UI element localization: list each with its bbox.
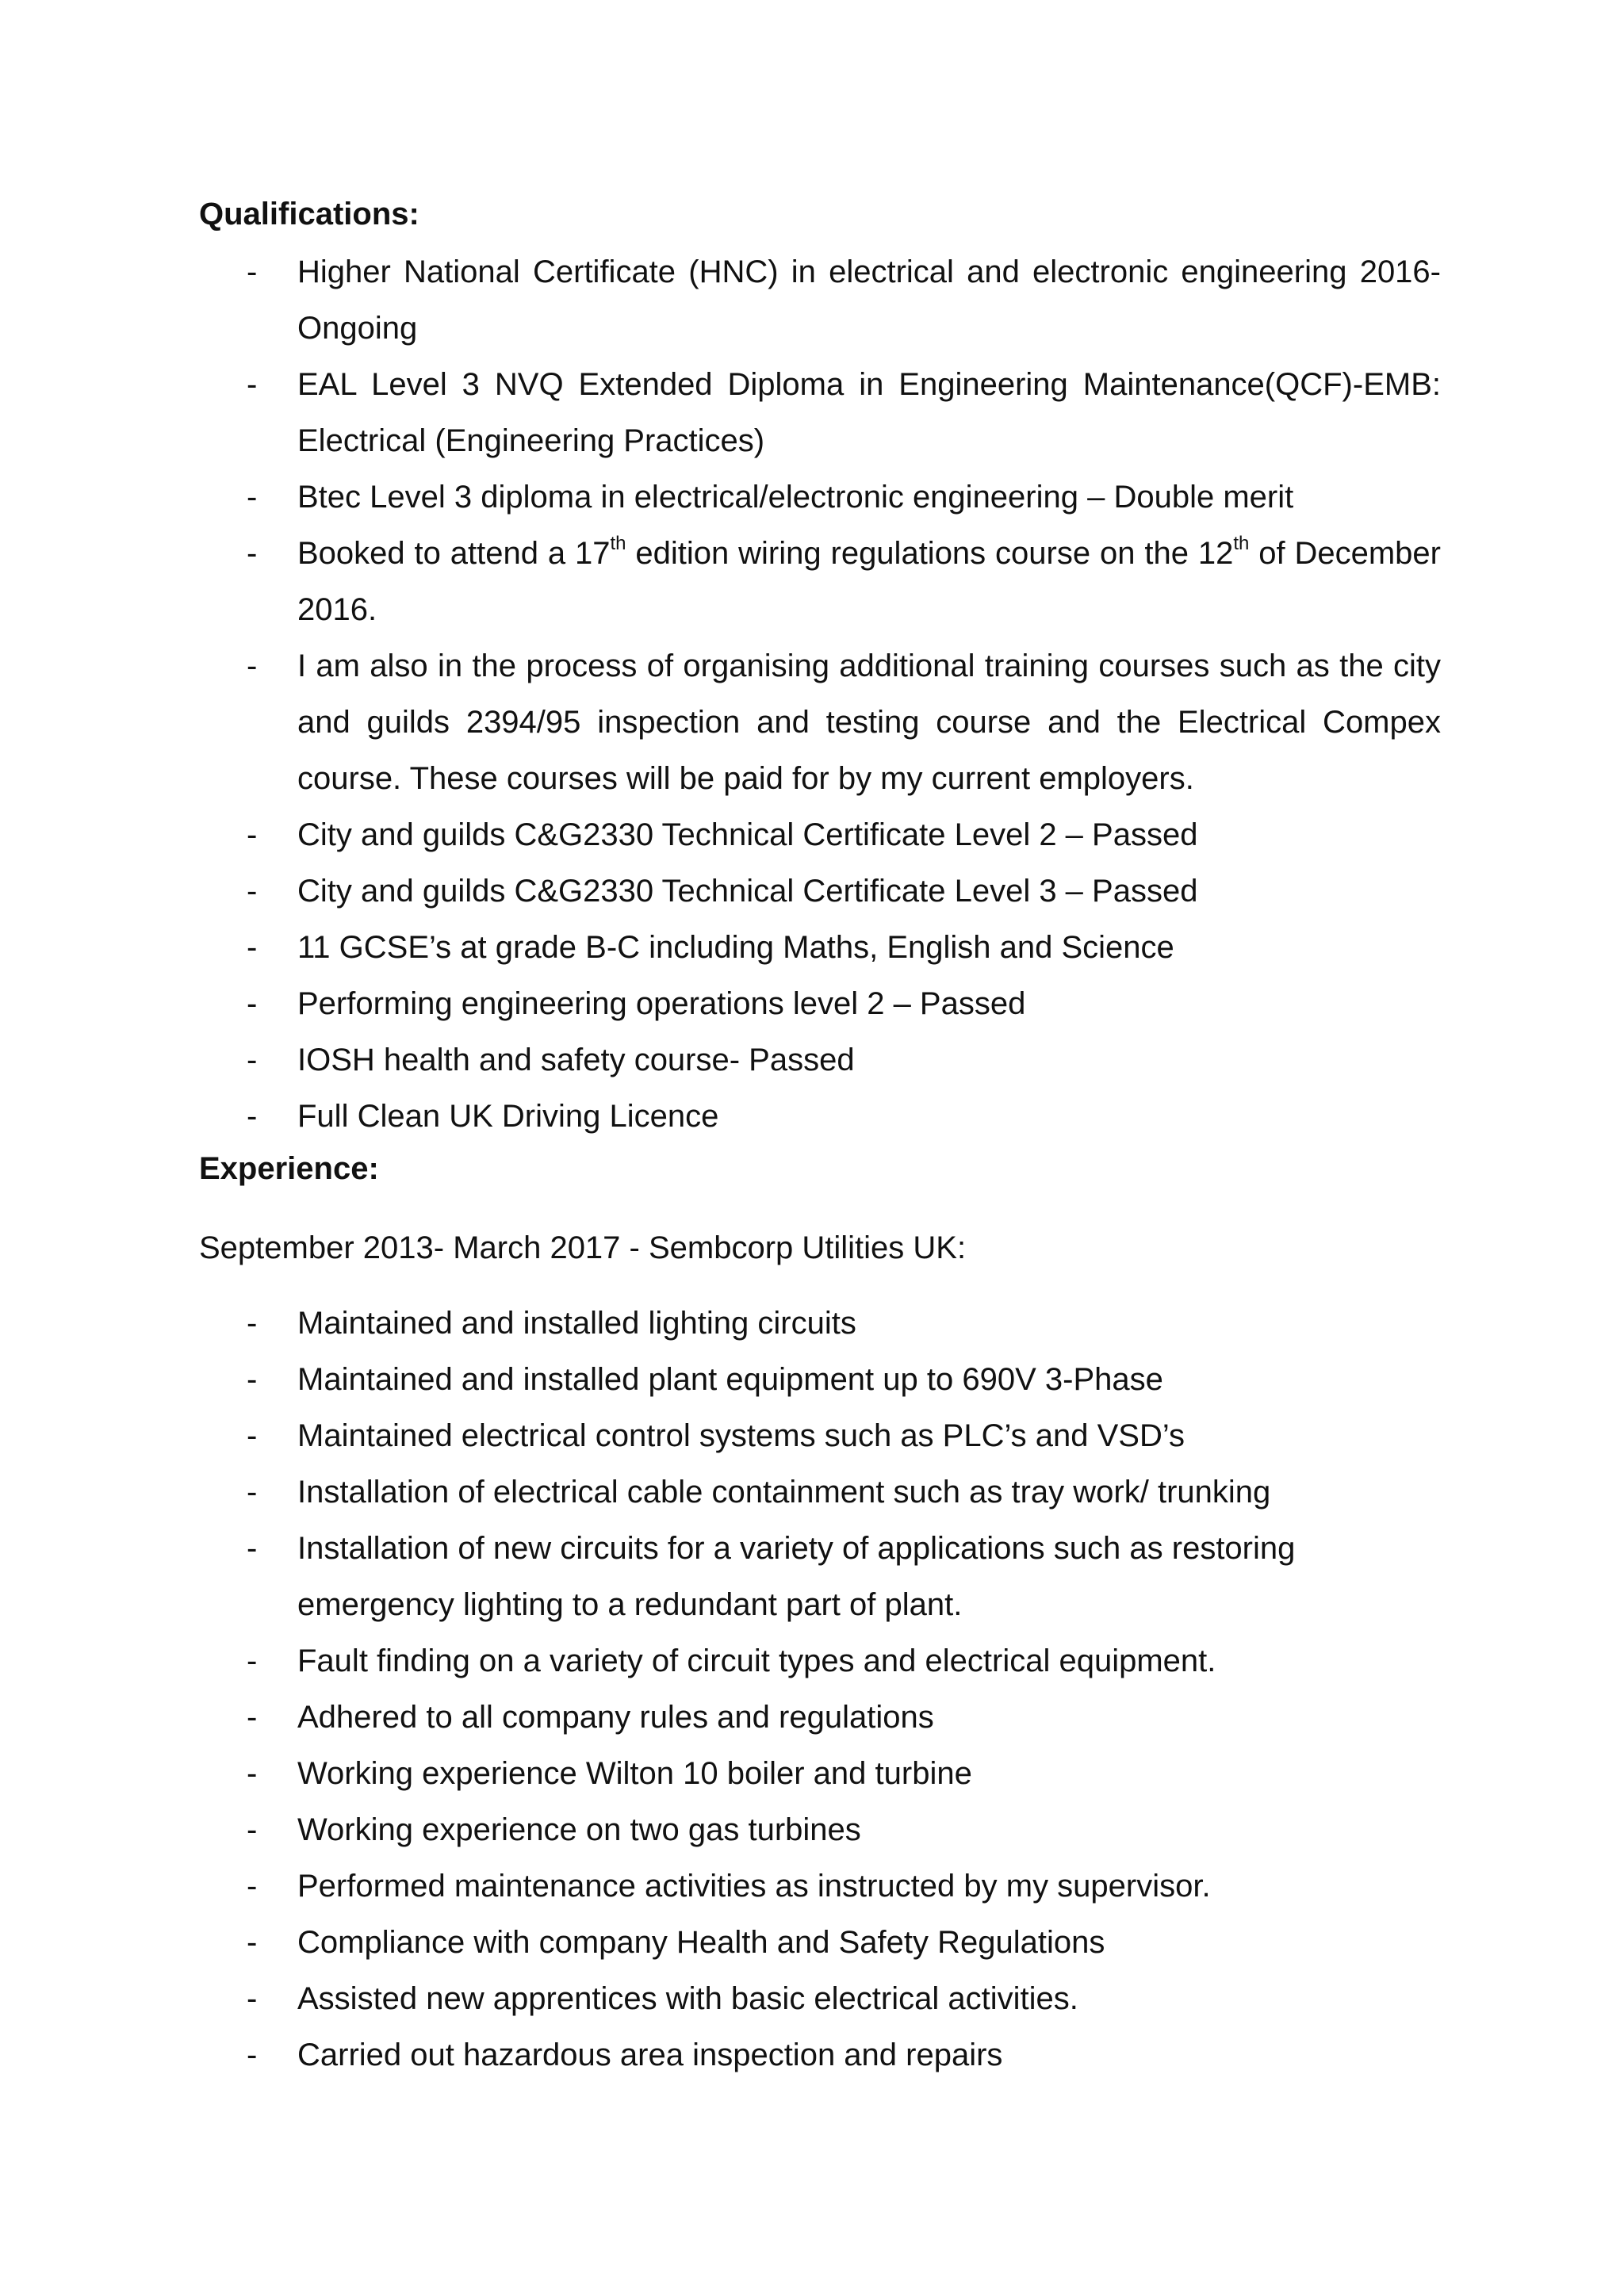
list-dash: -	[247, 1362, 258, 1397]
qualification-text: City and guilds C&G2330 Technical Certificate Level 3 – Passed	[297, 874, 1198, 909]
experience-text: Maintained and installed lighting circuits	[297, 1306, 856, 1341]
ordinal-suffix: th	[610, 532, 626, 554]
qualification-text: Btec Level 3 diploma in electrical/electronic engineering – Double merit	[297, 480, 1294, 515]
list-dash: -	[247, 1981, 258, 2016]
list-item	[199, 1521, 1441, 1633]
experience-text: Working experience on two gas turbines	[297, 1812, 861, 1847]
list-item	[199, 1295, 1441, 1352]
qualification-text: Full Clean UK Driving Licence	[297, 1099, 719, 1134]
list-item	[199, 807, 1441, 863]
experience-heading: Experience:	[199, 1151, 379, 1186]
qualification-text	[297, 526, 1441, 638]
list-item	[199, 1633, 1441, 1689]
list-item	[199, 357, 1441, 469]
experience-text: Fault finding on a variety of circuit types and electrical equipment.	[297, 1644, 1216, 1678]
list-item	[199, 638, 1441, 807]
list-dash: -	[247, 1644, 258, 1678]
experience-text: Adhered to all company rules and regulations	[297, 1700, 934, 1735]
list-dash: -	[247, 367, 258, 402]
experience-list	[199, 1295, 1441, 2084]
list-item	[199, 1746, 1441, 1802]
list-item	[199, 526, 1441, 638]
list-dash: -	[247, 2038, 258, 2072]
list-dash: -	[247, 1099, 258, 1134]
list-item	[199, 1689, 1441, 1746]
list-dash: -	[247, 1531, 258, 1566]
qualification-text-part: edition wiring regulations course on the 12	[626, 536, 1234, 571]
list-item	[199, 2027, 1441, 2084]
experience-text: Compliance with company Health and Safety Regulations	[297, 1925, 1105, 1960]
list-item	[199, 863, 1441, 920]
list-dash: -	[247, 1306, 258, 1341]
ordinal-suffix: th	[1233, 532, 1250, 554]
qualification-text-part: Booked to attend a 17	[297, 536, 611, 571]
list-dash: -	[247, 649, 258, 683]
experience-text: Maintained electrical control systems such as PLC’s and VSD’s	[297, 1418, 1185, 1453]
list-dash: -	[247, 1475, 258, 1510]
experience-text: Carried out hazardous area inspection and repairs	[297, 2038, 1003, 2072]
qualification-text: IOSH health and safety course- Passed	[297, 1043, 855, 1077]
list-dash: -	[247, 480, 258, 515]
list-dash: -	[247, 986, 258, 1021]
list-item	[199, 469, 1441, 526]
experience-text: Installation of electrical cable containment such as tray work/ trunking	[297, 1475, 1271, 1510]
list-item	[199, 920, 1441, 976]
list-dash: -	[247, 874, 258, 909]
experience-text: Working experience Wilton 10 boiler and turbine	[297, 1756, 972, 1791]
list-item	[199, 1802, 1441, 1858]
qualification-text: City and guilds C&G2330 Technical Certificate Level 2 – Passed	[297, 817, 1198, 852]
qualification-text: I am also in the process of organising additional training courses such as the city and guilds 2394/95 inspection and testing course and the Electrical Compex course. These courses will be paid for by my current employers.	[297, 649, 1441, 796]
qualifications-list	[199, 244, 1441, 1145]
qualification-text: Performing engineering operations level 2 – Passed	[297, 986, 1026, 1021]
list-dash: -	[247, 817, 258, 852]
list-item	[199, 1464, 1441, 1521]
list-item	[199, 1089, 1441, 1145]
qualification-text: 11 GCSE’s at grade B-C including Maths, English and Science	[297, 930, 1174, 965]
list-dash: -	[247, 1756, 258, 1791]
list-dash: -	[247, 1869, 258, 1904]
list-item	[199, 1032, 1441, 1089]
list-dash: -	[247, 1700, 258, 1735]
list-item	[199, 1971, 1441, 2027]
list-item	[199, 1352, 1441, 1408]
list-dash: -	[247, 1812, 258, 1847]
list-item	[199, 1858, 1441, 1915]
list-dash: -	[247, 1418, 258, 1453]
list-item	[199, 1915, 1441, 1971]
list-dash: -	[247, 1043, 258, 1077]
experience-text: Installation of new circuits for a variety of applications such as restoring emergency lighting to a redundant part of plant.	[297, 1531, 1296, 1622]
experience-text: Maintained and installed plant equipment up to 690V 3-Phase	[297, 1362, 1163, 1397]
qualification-text: EAL Level 3 NVQ Extended Diploma in Engineering Maintenance(QCF)-EMB: Electrical (Engineering Practices)	[297, 367, 1441, 458]
list-dash: -	[247, 536, 258, 571]
list-dash: -	[247, 254, 258, 289]
qualifications-heading: Qualifications:	[199, 197, 419, 232]
list-item	[199, 976, 1441, 1032]
list-dash: -	[247, 1925, 258, 1960]
experience-text: Performed maintenance activities as instructed by my supervisor.	[297, 1869, 1211, 1904]
experience-text: Assisted new apprentices with basic electrical activities.	[297, 1981, 1078, 2016]
document-content	[199, 190, 1441, 2084]
list-item	[199, 244, 1441, 357]
list-dash: -	[247, 930, 258, 965]
qualification-text: Higher National Certificate (HNC) in electrical and electronic engineering 2016-Ongoing	[297, 254, 1441, 346]
employer-line: September 2013- March 2017 - Sembcorp Utilities UK:	[199, 1230, 967, 1265]
list-item	[199, 1408, 1441, 1464]
qualification-text-part: of December 2016.	[297, 536, 1441, 627]
